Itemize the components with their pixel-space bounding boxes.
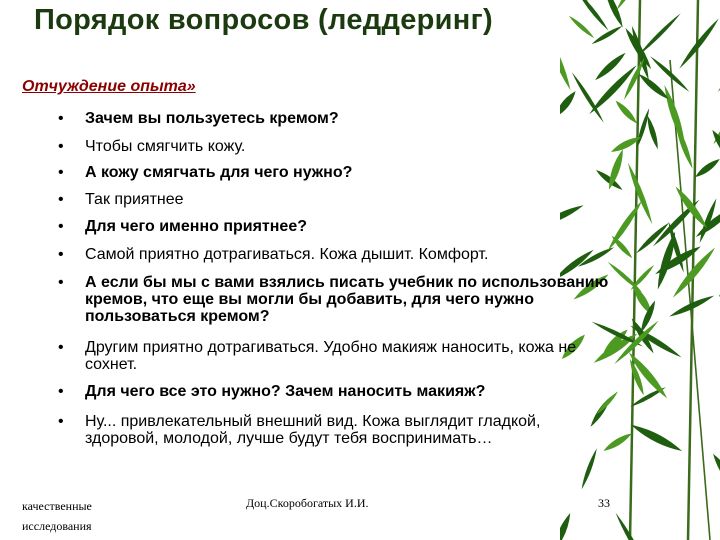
- bullet-item: [58, 218, 618, 235]
- bamboo-leaf: [710, 452, 720, 495]
- bullet-text: Так приятнее: [85, 191, 184, 208]
- bamboo-leaves-decoration: [560, 0, 720, 540]
- bullet-text: Самой приятно дотрагиваться. Кожа дышит. Комфорт.: [85, 246, 489, 263]
- bullet-icon: •: [58, 138, 64, 155]
- bullet-icon: •: [58, 274, 64, 291]
- footer-author: Доц.Скоробогатых И.И.: [246, 496, 369, 510]
- bamboo-leaf: [580, 448, 599, 491]
- bullet-item: [58, 339, 618, 373]
- footer-course: качественные исследования: [22, 499, 92, 533]
- bullet-icon: •: [58, 246, 64, 263]
- bullet-icon: •: [58, 110, 64, 127]
- bullet-text: А кожу смягчать для чего нужно?: [85, 164, 353, 181]
- slide-subtitle: Отчуждение опыта»: [22, 78, 196, 95]
- bamboo-leaf: [661, 84, 688, 147]
- bullet-item: [58, 383, 618, 400]
- bamboo-leaf: [629, 421, 684, 454]
- bullet-icon: •: [58, 191, 64, 208]
- bamboo-leaf: [637, 12, 683, 57]
- bullet-item: [58, 191, 618, 208]
- bamboo-leaf: [629, 263, 656, 291]
- bullet-icon: •: [58, 164, 64, 181]
- bullet-icon: •: [58, 383, 64, 400]
- bullet-text: А если бы мы с вами взялись писать учебник по использованию кремов, что еще вы могли бы добавить, для чего нужно пользоваться кремом?: [85, 274, 609, 325]
- bullet-text: Другим приятно дотрагиваться. Удобно макияж наносить, кожа не сохнет.: [85, 339, 577, 373]
- bamboo-leaf: [645, 115, 660, 150]
- bamboo-leaf: [716, 53, 720, 94]
- slide-title: Порядок вопросов (леддеринг): [34, 4, 493, 36]
- bullet-item: [58, 138, 618, 155]
- bamboo-leaf: [716, 292, 720, 338]
- bullet-item: [58, 246, 618, 263]
- bullet-item: [58, 413, 618, 447]
- bullet-item: [58, 110, 618, 127]
- bullet-text: Чтобы смягчить кожу.: [85, 138, 246, 155]
- bullet-item: [58, 164, 618, 181]
- bullet-icon: •: [58, 218, 64, 235]
- bamboo-leaf: [693, 156, 720, 179]
- bamboo-leaf: [614, 511, 650, 540]
- bullet-text: Для чего именно приятнее?: [85, 218, 307, 235]
- bullet-text: Ну... привлекательный внешний вид. Кожа выглядит гладкой, здоровой, молодой, лучше будут тебя воспринимать…: [85, 413, 541, 447]
- bullet-icon: •: [58, 339, 64, 356]
- bamboo-leaf: [614, 0, 648, 12]
- bamboo-leaf: [634, 221, 670, 255]
- bullet-text: Зачем вы пользуетесь кремом?: [85, 110, 339, 127]
- bullet-item: [58, 274, 618, 325]
- bullet-text: Для чего все это нужно? Зачем наносить макияж?: [85, 383, 486, 400]
- bamboo-leaf: [637, 71, 671, 101]
- page-number: 33: [598, 496, 610, 510]
- bamboo-leaf: [560, 30, 573, 91]
- bamboo-leaf: [560, 512, 574, 540]
- bullet-icon: •: [58, 413, 64, 430]
